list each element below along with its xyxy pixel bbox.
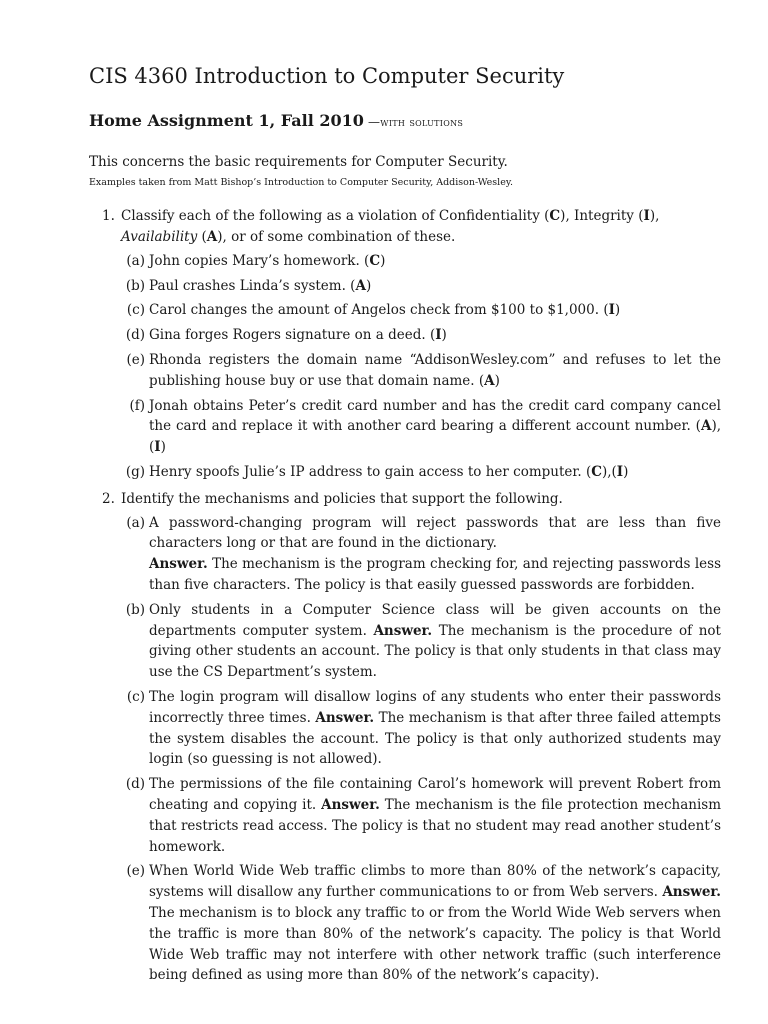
list-item: (g) Henry spoofs Julie’s IP address to gain access to her computer. (C),(I)	[125, 464, 629, 481]
list-item: (f) Jonah obtains Peter’s credit card number and has the credit card company cancel the card and replace it with another card bearing a different account number. (A), (I)	[129, 397, 721, 456]
document-page	[89, 64, 721, 992]
q2-subitems	[121, 513, 721, 987]
answer-label: Answer.	[315, 709, 375, 726]
answer-label: Answer.	[373, 622, 433, 639]
list-item: (c) The login program will disallow logins of any students who enter their passwords incorrectly three times. Answer. The mechanism is that after three failed attempts the system disables the account. The policy is that only authorized students may login (so guessing is not allowed).	[126, 689, 721, 768]
list-item: (a) John copies Mary’s homework. (C)	[126, 252, 386, 269]
answer-label: Answer.	[149, 556, 208, 573]
subtitle-suffix: —with solutions	[363, 115, 464, 130]
source-note: Examples taken from Matt Bishop’s Introduction to Computer Security, Addison-Wesley.	[89, 176, 513, 188]
answer-label: Answer.	[321, 796, 380, 813]
subtitle-main: Home Assignment 1, Fall 2010	[89, 111, 364, 131]
question-number: 1.	[102, 208, 115, 225]
list-item: (d) Gina forges Rogers signature on a deed. (I)	[125, 327, 447, 344]
list-item: (d) The permissions of the file containing Carol’s homework will prevent Robert from cheating and copying it. Answer. The mechanism is the file protection mechanism that restricts read access. The policy is that no student may read another student’s homework.	[125, 776, 722, 855]
question-stem: Classify each of the following as a violation of Confidentiality (C), Integrity (I), Availability (A), or of some combination of these.	[121, 208, 660, 246]
question-list	[89, 206, 721, 986]
list-item: (b) Paul crashes Linda’s system. (A)	[125, 277, 372, 294]
answer-label: Answer.	[662, 884, 721, 901]
list-item: (e) Rhonda registers the domain name “AddisonWesley.com” and refuses to let the publishing house buy or use that domain name. (A)	[126, 352, 721, 389]
list-item: (b) Only students in a Computer Science class will be given accounts on the departments computer system. Answer. The mechanism is the procedure of not giving other students an account. The policy is that only students in that class may use the CS Department’s system.	[125, 601, 721, 681]
assignment-subtitle	[89, 111, 721, 130]
intro-text: This concerns the basic requirements for Computer Security.	[89, 154, 508, 171]
list-item: (c) Carol changes the amount of Angelos check from $100 to $1,000. (I)	[126, 302, 621, 319]
list-item: (a) A password-changing program will reject passwords that are less than five characters long or that are found in the dictionary. Answer. The mechanism is the program checking for, and rejecting passwords less than five characters. The policy is that easily guessed passwords are forbidden.	[126, 514, 721, 594]
question-stem: Identify the mechanisms and policies that support the following.	[121, 490, 563, 507]
list-item: (e) When World Wide Web traffic climbs to more than 80% of the network’s capacity, systems will disallow any further communications to or from Web servers. Answer. The mechanism is to block any traffic to or from the World Wide Web servers when the traffic is more than 80% of the network’s capacity. The policy is that World Wide Web traffic may not interfere with other network traffic (such interference being defined as using more than 80% of the network’s capacity).	[126, 863, 721, 984]
q1-subitems	[121, 251, 721, 483]
question-1	[89, 206, 721, 483]
question-2	[89, 489, 721, 986]
page-title: CIS 4360 Introduction to Computer Security	[89, 64, 565, 88]
question-number: 2.	[102, 490, 115, 507]
